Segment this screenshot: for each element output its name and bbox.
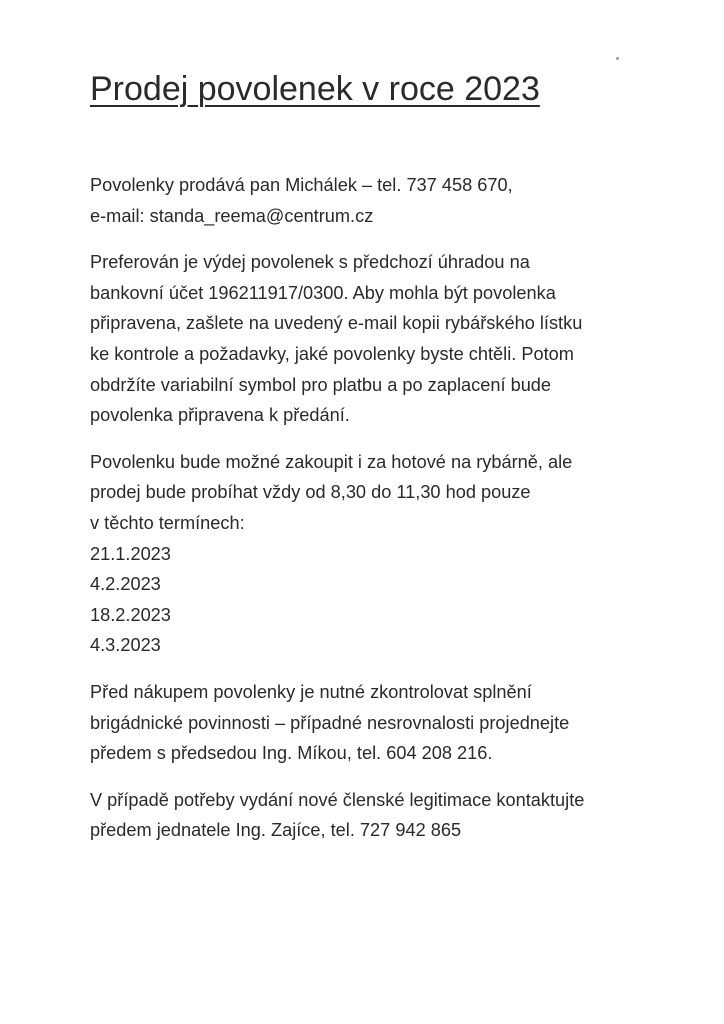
text-line: předem jednatele Ing. Zajíce, tel. 727 942 865 <box>90 820 462 841</box>
text-line: Povolenky prodává pan Michálek – tel. 737 458 670, <box>90 175 513 195</box>
date-item: 21.1.2023 <box>90 543 171 564</box>
date-item: 4.3.2023 <box>90 635 161 656</box>
text-line: prodej bude probíhat vždy od 8,30 do 11,30 hod pouze <box>90 482 531 503</box>
text-line: povolenka připravena k předání. <box>90 405 350 426</box>
text-line: Před nákupem povolenky je nutné zkontrolovat splnění <box>90 681 532 702</box>
date-item: 18.2.2023 <box>90 604 171 625</box>
text-line: ke kontrole a požadavky, jaké povolenky byste chtěli. Potom <box>90 343 574 364</box>
text-line: V případě potřeby vydání nové členské legitimace kontaktujte <box>90 789 585 810</box>
document-body <box>90 170 680 862</box>
text-line: předem s předsedou Ing. Míkou, tel. 604 208 216. <box>90 743 493 764</box>
text-line: v těchto termínech: <box>90 512 245 533</box>
paragraph-payment <box>90 247 680 431</box>
text-line: připravena, zašlete na uvedený e-mail kopii rybářského lístku <box>90 313 583 334</box>
text-line: Preferován je výdej povolenek s předchozí úhradou na <box>90 252 530 273</box>
page-title: Prodej povolenek v roce 2023 <box>90 70 540 108</box>
text-line: brigádnické povinnosti – případné nesrovnalosti projednejte <box>90 712 570 733</box>
paragraph-contact <box>90 170 680 231</box>
paragraph-cash-dates <box>90 447 680 661</box>
text-line: obdržíte variabilní symbol pro platbu a po zaplacení bude <box>90 374 552 395</box>
scan-speck <box>616 57 619 60</box>
email-line: e-mail: standa_reema@centrum.cz <box>90 205 374 226</box>
paragraph-membership <box>90 785 680 846</box>
date-item: 4.2.2023 <box>90 574 161 595</box>
text-line: bankovní účet 196211917/0300. Aby mohla být povolenka <box>90 282 556 303</box>
text-line: Povolenku bude možné zakoupit i za hotové na rybárně, ale <box>90 451 573 472</box>
paragraph-brigade-duty <box>90 677 680 769</box>
